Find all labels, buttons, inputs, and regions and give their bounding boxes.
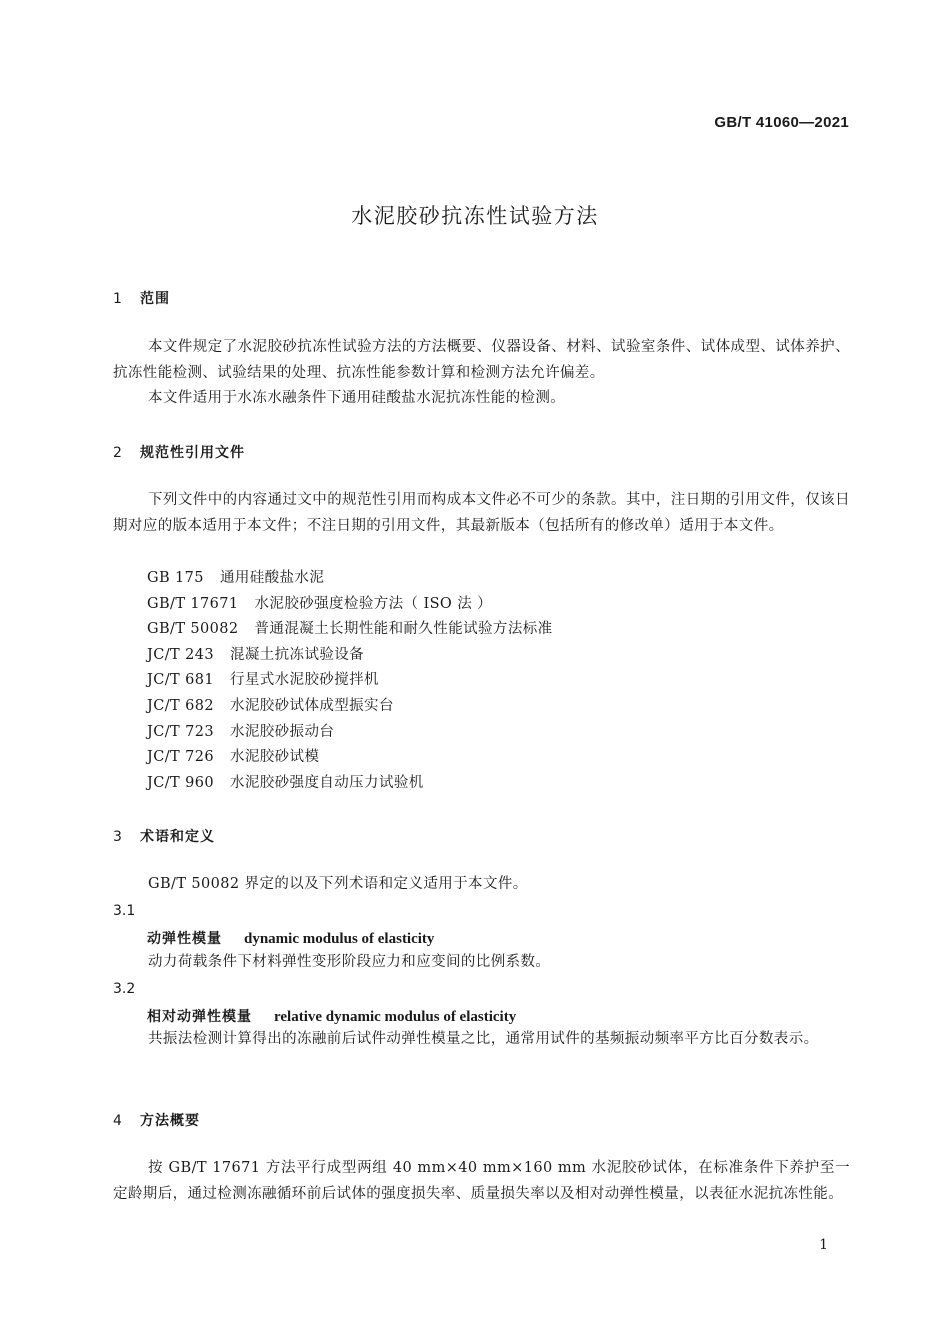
reference-item — [147, 745, 319, 766]
term-number: 3.2 — [113, 981, 136, 997]
section-number: 1 — [113, 291, 122, 307]
term-en: dynamic modulus of elasticity — [244, 931, 435, 947]
reference-item — [147, 668, 379, 689]
section-title: 范围 — [140, 291, 170, 307]
section-number: 2 — [113, 445, 122, 461]
reference-title: 水泥胶砂试模 — [229, 749, 320, 765]
section-3-intro: GB/T 50082 界定的以及下列术语和定义适用于本文件。 — [148, 876, 528, 892]
reference-title: 普通混凝土长期性能和耐久性能试验方法标准 — [254, 621, 553, 637]
reference-title: 水泥胶砂强度自动压力试验机 — [229, 775, 424, 791]
term-definition: 动力荷载条件下材料弹性变形阶段应力和应变间的比例系数。 — [148, 954, 551, 970]
section-3-heading — [113, 826, 215, 846]
document-title: 水泥胶砂抗冻性试验方法 — [351, 204, 599, 228]
reference-code: JC/T 682 — [147, 698, 214, 714]
section-title: 规范性引用文件 — [140, 445, 245, 461]
section-1-heading — [113, 288, 170, 308]
section-1-paragraph-2: 本文件适用于水冻水融条件下通用硅酸盐水泥抗冻性能的检测。 — [148, 390, 566, 406]
reference-item — [147, 643, 364, 664]
reference-code: JC/T 726 — [147, 749, 214, 765]
section-title: 方法概要 — [140, 1113, 200, 1129]
term-zh: 相对动弹性模量 — [147, 1009, 252, 1025]
term-heading — [147, 928, 434, 948]
reference-item — [147, 592, 492, 613]
reference-code: JC/T 960 — [147, 775, 214, 791]
reference-title: 行星式水泥胶砂搅拌机 — [229, 672, 379, 688]
reference-title: 水泥胶砂振动台 — [229, 724, 335, 740]
section-4-heading — [113, 1110, 200, 1130]
reference-item — [147, 566, 324, 587]
section-number: 3 — [113, 829, 122, 845]
section-title: 术语和定义 — [140, 829, 215, 845]
reference-title: 水泥胶砂试体成型振实台 — [229, 698, 394, 714]
reference-code: GB 175 — [147, 570, 204, 586]
section-2-heading — [113, 442, 245, 462]
reference-title: 混凝土抗冻试验设备 — [229, 647, 365, 663]
reference-code: JC/T 681 — [147, 672, 214, 688]
reference-code: GB/T 50082 — [147, 621, 239, 637]
reference-item — [147, 720, 334, 741]
reference-code: GB/T 17671 — [147, 596, 239, 612]
section-4-paragraph: 按 GB/T 17671 方法平行成型两组 40 mm×40 mm×160 mm 水泥胶砂试体，在标准条件下养护至一定龄期后，通过检测冻融循环前后试体的强度损失率、质量损失率以及相对动弹性模量，以表征水泥抗冻性能。 — [113, 1160, 850, 1202]
reference-title: 水泥胶砂强度检验方法（ ISO 法 ） — [254, 596, 493, 612]
page-number: 1 — [819, 1237, 828, 1253]
term-number: 3.1 — [113, 903, 136, 919]
term-en: relative dynamic modulus of elasticity — [274, 1009, 517, 1025]
reference-title: 通用硅酸盐水泥 — [219, 570, 325, 586]
reference-item — [147, 771, 424, 792]
reference-item — [147, 617, 553, 638]
term-zh: 动弹性模量 — [147, 931, 222, 947]
section-1-paragraph-1: 本文件规定了水泥胶砂抗冻性试验方法的方法概要、仪器设备、材料、试验室条件、试体成型、试体养护、抗冻性能检测、试验结果的处理、抗冻性能参数计算和检测方法允许偏差。 — [113, 339, 850, 381]
standard-code: GB/T 41060—2021 — [714, 114, 849, 131]
term-definition: 共振法检测计算得出的冻融前后试件动弹性模量之比，通常用试件的基频振动频率平方比百分数表示。 — [148, 1031, 819, 1047]
section-2-intro: 下列文件中的内容通过文中的规范性引用而构成本文件必不可少的条款。其中，注日期的引用文件，仅该日期对应的版本适用于本文件；不注日期的引用文件，其最新版本（包括所有的修改单）适用于本文件。 — [113, 492, 850, 534]
reference-item — [147, 694, 394, 715]
section-number: 4 — [113, 1113, 122, 1129]
reference-code: JC/T 243 — [147, 647, 214, 663]
reference-code: JC/T 723 — [147, 724, 214, 740]
term-heading — [147, 1006, 516, 1026]
